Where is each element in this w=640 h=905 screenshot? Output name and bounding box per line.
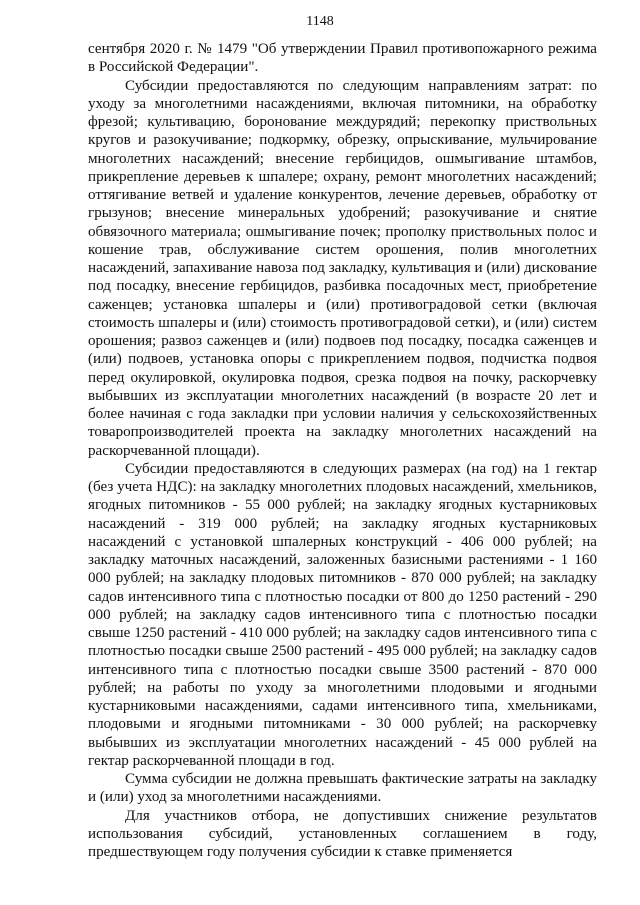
paragraph-subsidy-limit: Сумма субсидии не должна превышать фактические затраты на закладку и (или) уход за многолетними насаждениями. xyxy=(88,771,597,806)
paragraph-continuation: сентября 2020 г. № 1479 "Об утверждении Правил противопожарного режима в Российской Федерации". xyxy=(88,41,597,76)
page-number: 1148 xyxy=(306,14,334,29)
paragraph-participants: Для участников отбора, не допустивших снижение результатов использования субсидий, установленных соглашением в году, предшествующем году получения субсидии к ставке применяется xyxy=(88,807,597,860)
paragraph-subsidy-directions: Субсидии предоставляются по следующим направлениям затрат: по уходу за многолетними насаждениями, включая питомники, на обработку фрезой; культивацию, боронование междурядий; перекопку приствольных кругов и разокучивание; подкормку, обрезку, опрыскивание, мульчирование многолетних насаждений; внесение гербицидов, ошмыгивание штамбов, прикрепление деревьев к шпалере; охрану, ремонт многолетних насаждений; оттягивание ветвей и удаление конкурентов, лечение деревьев, обработку от грызунов; внесение минеральных удобрений; разокучивание и снятие обвязочного материала; ошмыгивание почек; прополку приствольных полос и кошение трав, обслуживание систем орошения, полив многолетних насаждений, запахивание навоза под закладку, культивация и (или) дискование под посадку, внесение гербицидов, разбивка посадочных мест, приобретение саженцев; установка шпалеры и (или) противоградовой сетки (включая стоимость шпалеры и (или) стоимость противоградовой сетки), и (или) систем орошения; развоз саженцев и (или) подвоев под посадку, посадка саженцев и (или) подвоев, установка опоры с прикреплением подвоя, подчистка подвоя перед окулировкой, окулировка подвоя, срезка подвоя на почку, раскорчевку выбывших из эксплуатации многолетних насаждений (в возрасте 20 лет и более начиная с года закладки при условии наличия у сельскохозяйственных товаропроизводителей проекта на закладку многолетних насаждений на раскорчеванной площади). xyxy=(88,77,597,459)
paragraph-subsidy-rates: Субсидии предоставляются в следующих размерах (на год) на 1 гектар (без учета НДС): на закладку многолетних плодовых насаждений, хмельников, ягодных питомников - 55 000 рублей; на закладку ягодных кустарниковых насаждений - 319 000 рублей; на закладку ягодных кустарниковых насаждений с установкой шпалерных конструкций - 406 000 рублей; на закладку маточных насаждений, заложенных базисными растениями - 1 160 000 рублей; на закладку плодовых питомников - 870 000 рублей; на закладку садов интенсивного типа с плотностью посадки от 800 до 1250 растений - 290 000 рублей; на закладку садов интенсивного типа с плотностью посадки свыше 1250 растений - 410 000 рублей; на закладку садов интенсивного типа с плотностью посадки свыше 2500 растений - 495 000 рублей; на закладку садов интенсивного типа с плотностью посадки свыше 3500 растений - 870 000 рублей; на работы по уходу за многолетними плодовыми и ягодными кустарниковыми насаждениями, садами интенсивного типа, хмельниками, плодовыми и ягодными питомниками - 30 000 рублей; на раскорчевку выбывших из эксплуатации многолетних насаждений - 45 000 рублей на гектар раскорчеванной площади в год. xyxy=(88,460,597,769)
document-body xyxy=(88,40,597,861)
